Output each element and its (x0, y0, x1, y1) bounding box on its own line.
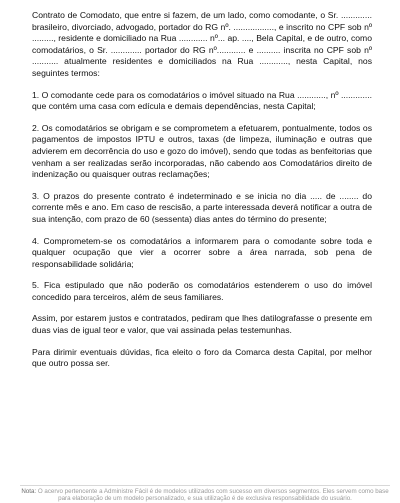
contract-document (32, 10, 372, 370)
clause-3-paragraph: 3. O prazos do presente contrato é indeterminado e se inicia no dia ..... de ........ do corrente mês e ano. Em caso de rescisão, a parte interessada deverá notificar a outra de sua intenção, com prazo de 60 (sessenta) dias antes do término do presente; (32, 190, 372, 224)
clause-5-paragraph: 5. Fica estipulado que não poderão os comodatários estenderem o uso do imóvel concedido para terceiros, além de seus familiares. (32, 280, 372, 302)
footer-note-text: O acervo pertencente a Administre Fácil é de modelos utilizados com sucesso em diversos segmentos. Eles servem como base para elaboração de um modelo personalizado, e sua utilização é de exclusiva responsabilidade do usuário. (37, 488, 389, 503)
jurisdiction-paragraph: Para dirimir eventuais dúvidas, fica eleito o foro da Comarca desta Capital, por melhor que outro possa ser. (32, 346, 372, 369)
clause-1-paragraph: 1. O comodante cede para os comodatários o imóvel situado na Rua ............, nº ............. que contém uma casa com edícula e demais dependências, nesta Capital; (32, 89, 372, 112)
clause-2-paragraph: 2. Os comodatários se obrigam e se comprometem a efetuarem, pontualmente, todos os pagamentos de impostos IPTU e outros, taxas (de limpeza, iluminação e outras que advierem em decorrência do uso e gozo do imóvel), sendo que todas as benfeitorias que venham a ser realizadas serão incorporadas, não cabendo aos Comodatários direito de indenização ou quaisquer outras reclamações; (32, 122, 372, 180)
footer-note-label: Nota: (21, 488, 37, 495)
footer-note (20, 485, 390, 503)
clause-4-paragraph: 4. Comprometem-se os comodatários a informarem para o comodante sobre toda e qualquer ocupação que vier a ocorrer sobre a área narrada, sob pena de responsabilidade solidária; (32, 235, 372, 269)
contract-intro-paragraph: Contrato de Comodato, que entre si fazem, de um lado, como comodante, o Sr. ............. brasileiro, divorciado, advogado, portador do RG nº. ................., e inscrito no CPF sob nº ........., residente e domiciliado na Rua ............ nº... ap. ...., Bela Capital, e de outro, como comodatários, o Sr. ............. portador do RG nº............ e .......... inscrita no CPF sob nº ........... atualmente residentes e domiciliados na Rua ............, nesta Capital, nos seguintes termos: (32, 10, 372, 78)
closing-paragraph: Assim, por estarem justos e contratados, pediram que lhes datilografasse o presente em duas vias de igual teor e valor, que vai assinada pelas testemunhas. (32, 313, 372, 336)
